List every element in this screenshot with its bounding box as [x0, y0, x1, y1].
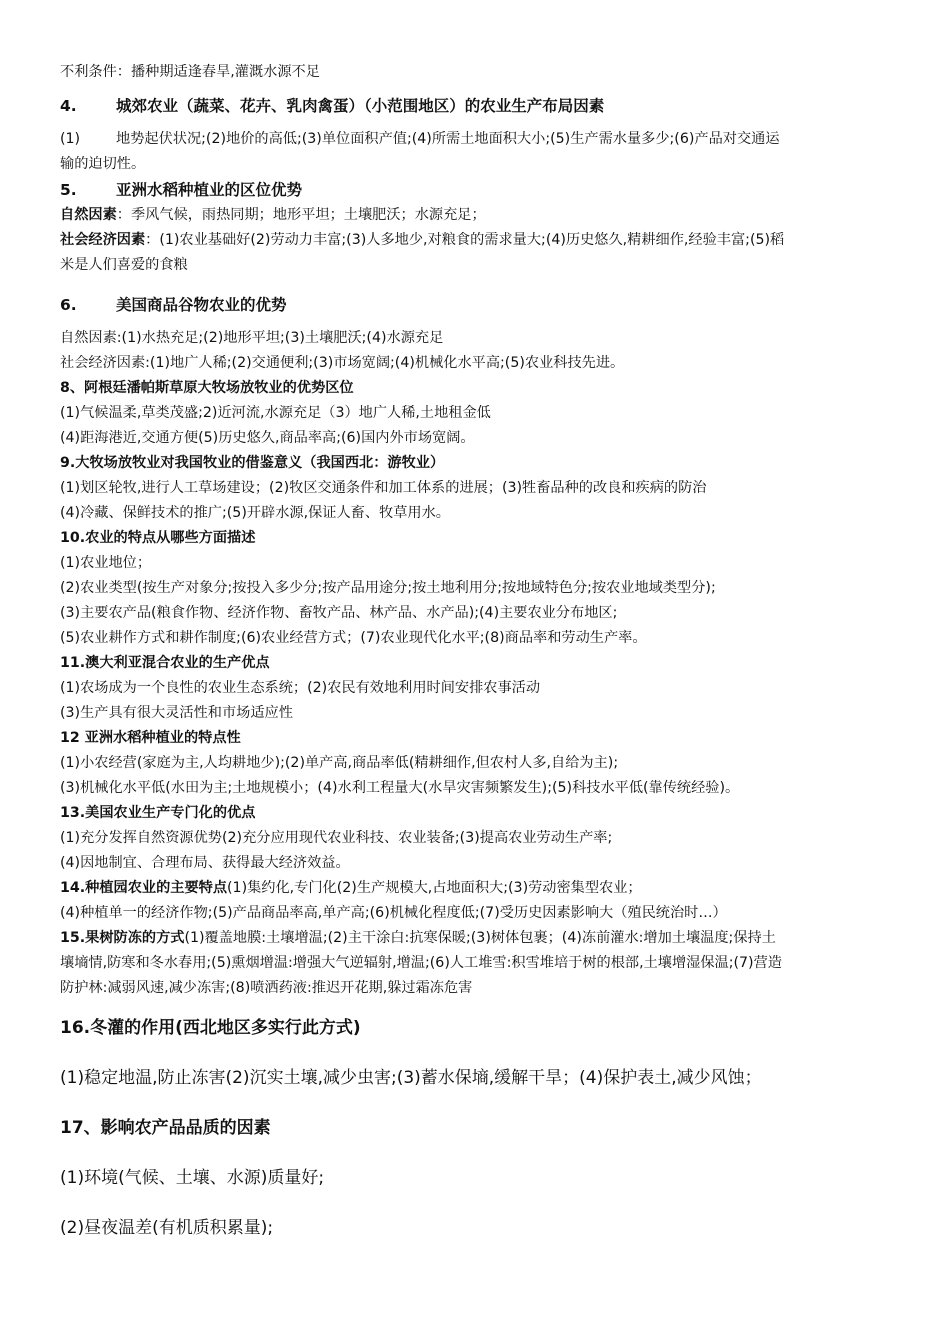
- section-12-line-2: (3)机械化水平低(水田为主;土地规模小；(4)水利工程量大(水旱灾害频繁发生);(5)科技水平低(靠传统经验)。: [60, 780, 740, 796]
- section-9-line-2: (4)冷藏、保鲜技术的推广;(5)开辟水源,保证人畜、牧草用水。: [60, 505, 450, 521]
- section-17-line-1: (1)环境(气候、土壤、水源)质量好;: [60, 1168, 325, 1188]
- section-8-line-1: (1)气候温柔,草类茂盛;2)近河流,水源充足（3）地广人稀,土地租金低: [60, 405, 491, 421]
- section-6-line-1: 自然因素:(1)水热充足;(2)地形平坦;(3)土壤肥沃;(4)水源充足: [60, 330, 444, 346]
- section-5-natural: [60, 203, 900, 228]
- heading-section-14: 14.种植园农业的主要特点: [60, 880, 228, 896]
- heading-number: 5.: [60, 181, 77, 199]
- section-4-line-1: [60, 127, 900, 152]
- natural-factors-text: ：季风气候，雨热同期；地形平坦；土壤肥沃；水源充足；: [116, 207, 486, 223]
- list-number: (1): [60, 131, 81, 147]
- heading-section-4: [60, 93, 900, 119]
- heading-section-13: 13.美国农业生产专门化的优点: [60, 805, 256, 821]
- heading-section-16: 16.冬灌的作用(西北地区多实行此方式): [60, 1018, 361, 1038]
- social-factors-text: ：(1)农业基础好(2)劳动力丰富;(3)人多地少,对粮食的需求量大;(4)历史悠久,精耕细作,经验丰富;(5)稻: [145, 232, 785, 248]
- section-9-line-1: (1)划区轮牧,进行人工草场建设；(2)牧区交通条件和加工体系的进展；(3)牲畜品种的改良和疾病的防治: [60, 480, 707, 496]
- heading-section-8: 8、阿根廷潘帕斯草原大牧场放牧业的优势区位: [60, 380, 354, 396]
- section-4-line-2: 输的迫切性。: [60, 156, 146, 172]
- heading-section-17: 17、影响农产品品质的因素: [60, 1118, 271, 1138]
- section-13-line-1: (1)充分发挥自然资源优势(2)充分应用现代农业科技、农业装备;(3)提高农业劳动生产率;: [60, 830, 613, 846]
- section-15-text: (1)覆盖地膜:土壤增温;(2)主干涂白:抗寒保暖;(3)树体包裹；(4)冻前灌水:增加土壤温度;保持土: [184, 930, 776, 946]
- section-14-line-1: [60, 876, 900, 901]
- section-15-line-2: 壤墒情,防寒和冬水春用;(5)熏烟增温:增强大气逆辐射,增温;(6)人工堆雪:积雪堆培于树的根部,土壤增湿保温;(7)营造: [60, 955, 782, 971]
- heading-section-10: 10.农业的特点从哪些方面描述: [60, 530, 256, 546]
- section-11-line-2: (3)生产具有很大灵活性和市场适应性: [60, 705, 293, 721]
- paragraph-unfavorable-conditions: 不利条件：播种期适逢春旱,灌溉水源不足: [60, 64, 320, 80]
- section-14-text: (1)集约化,专门化(2)生产规模大,占地面积大;(3)劳动密集型农业；: [227, 880, 642, 896]
- list-text: 地势起伏状况;(2)地价的高低;(3)单位面积产值;(4)所需土地面积大小;(5)生产需水量多少;(6)产品对交通运: [116, 131, 780, 147]
- section-11-line-1: (1)农场成为一个良性的农业生态系统；(2)农民有效地利用时间安排农事活动: [60, 680, 541, 696]
- heading-section-9: 9.大牧场放牧业对我国牧业的借鉴意义（我国西北：游牧业）: [60, 455, 445, 471]
- document-page: [60, 60, 900, 1241]
- label-social-factors: 社会经济因素: [60, 232, 146, 248]
- heading-section-12: 12 亚洲水稻种植业的特点性: [60, 730, 241, 746]
- section-10-line-1: (1)农业地位；: [60, 555, 152, 571]
- heading-title: 美国商品谷物农业的优势: [116, 296, 287, 314]
- section-5-social-1: [60, 228, 900, 253]
- section-16-line-1: (1)稳定地温,防止冻害(2)沉实土壤,减少虫害;(3)蓄水保墒,缓解干旱；(4)保护表土,减少风蚀；: [60, 1068, 762, 1088]
- section-15-line-3: 防护林:减弱风速,减少冻害;(8)喷洒药液:推迟开花期,躲过霜冻危害: [60, 980, 473, 996]
- section-8-line-2: (4)距海港近,交通方便(5)历史悠久,商品率高;(6)国内外市场宽阔。: [60, 430, 475, 446]
- section-15-line-1: [60, 926, 900, 951]
- heading-title: 城郊农业（蔬菜、花卉、乳肉禽蛋）（小范围地区）的农业生产布局因素: [116, 97, 605, 115]
- section-14-line-2: (4)种植单一的经济作物;(5)产品商品率高,单产高;(6)机械化程度低;(7)受历史因素影响大（殖民统治时…）: [60, 905, 727, 921]
- heading-section-11: 11.澳大利亚混合农业的生产优点: [60, 655, 270, 671]
- heading-section-5: [60, 177, 900, 203]
- section-12-line-1: (1)小农经营(家庭为主,人均耕地少);(2)单产高,商品率低(精耕细作,但农村人多,自给为主);: [60, 755, 619, 771]
- section-10-line-3: (3)主要农产品(粮食作物、经济作物、畜牧产品、林产品、水产品);(4)主要农业分布地区;: [60, 605, 618, 621]
- section-6-line-2: 社会经济因素:(1)地广人稀;(2)交通便利;(3)市场宽阔;(4)机械化水平高;(5)农业科技先进。: [60, 355, 625, 371]
- heading-number: 6.: [60, 296, 77, 314]
- section-10-line-2: (2)农业类型(按生产对象分;按投入多少分;按产品用途分;按土地利用分;按地域特色分;按农业地域类型分);: [60, 580, 716, 596]
- heading-number: 4.: [60, 97, 77, 115]
- label-natural-factors: 自然因素: [60, 207, 117, 223]
- section-13-line-2: (4)因地制宜、合理布局、获得最大经济效益。: [60, 855, 350, 871]
- heading-section-6: [60, 292, 900, 318]
- section-5-social-2: 米是人们喜爱的食粮: [60, 257, 188, 273]
- heading-title: 亚洲水稻种植业的区位优势: [116, 181, 303, 199]
- section-10-line-4: (5)农业耕作方式和耕作制度;(6)农业经营方式；(7)农业现代化水平;(8)商品率和劳动生产率。: [60, 630, 647, 646]
- heading-section-15: 15.果树防冻的方式: [60, 930, 185, 946]
- section-17-line-2: (2)昼夜温差(有机质积累量);: [60, 1218, 274, 1238]
